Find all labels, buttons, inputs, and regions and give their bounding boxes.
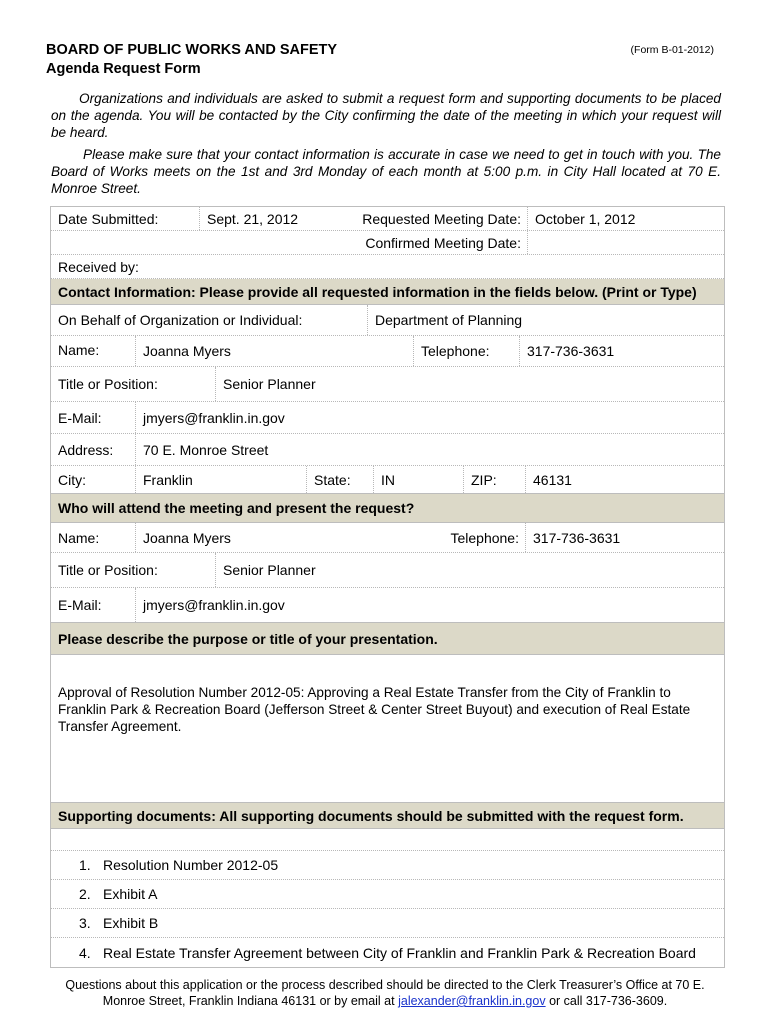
row-attendee-email bbox=[51, 588, 724, 623]
form-header bbox=[46, 42, 722, 77]
contact-email-field[interactable]: jmyers@franklin.in.gov bbox=[135, 402, 724, 433]
behalf-field[interactable]: Department of Planning bbox=[367, 305, 724, 335]
purpose-section-heading: Please describe the purpose or title of your presentation. bbox=[51, 623, 724, 655]
row-city-state-zip bbox=[51, 466, 724, 494]
state-label: State: bbox=[306, 466, 373, 493]
attendee-title-label: Title or Position: bbox=[58, 562, 158, 578]
supporting-docs-list bbox=[51, 851, 724, 967]
confirmed-date-field[interactable] bbox=[527, 231, 724, 254]
footer-line-1: Questions about this application or the process described should be directed to the Clerk Treasurer’s Office at 70 E. bbox=[65, 978, 705, 992]
attendee-section-heading: Who will attend the meeting and present the request? bbox=[51, 494, 724, 523]
row-received bbox=[51, 255, 724, 279]
footer-line-2 bbox=[40, 993, 730, 1009]
row-attendee-name bbox=[51, 523, 724, 553]
city-field[interactable]: Franklin bbox=[135, 466, 306, 493]
attendee-telephone-field[interactable]: 317-736-3631 bbox=[525, 523, 724, 552]
doc-number: 3. bbox=[79, 915, 91, 931]
confirmed-date-label: Confirmed Meeting Date: bbox=[365, 234, 521, 251]
contact-email-label: E-Mail: bbox=[58, 409, 102, 426]
doc-item-1[interactable] bbox=[51, 851, 724, 880]
intro-paragraph-2: Please make sure that your contact information is accurate in case we need to get in touch with you. The Board of Works meets on the 1st and 3rd Monday of each month at 5:00 p.m. in City Hall located at 70 E. Monroe Street. bbox=[51, 147, 721, 196]
doc-number: 4. bbox=[79, 944, 91, 961]
doc-text: Resolution Number 2012-05 bbox=[103, 857, 279, 873]
footer-line-2-post: or call 317-736-3609. bbox=[545, 994, 668, 1008]
attendee-title-field[interactable]: Senior Planner bbox=[215, 553, 724, 587]
row-dates bbox=[51, 207, 724, 231]
intro-paragraph-1: Organizations and individuals are asked to submit a request form and supporting documents to be placed on the agenda. You will be contacted by the City confirming the date of the meeting in which your request will be heard. bbox=[51, 91, 721, 140]
requested-date-field[interactable]: October 1, 2012 bbox=[527, 207, 724, 230]
purpose-field[interactable] bbox=[51, 655, 724, 803]
doc-item-3[interactable] bbox=[51, 909, 724, 938]
contact-section-heading: Contact Information: Please provide all requested information in the fields below. (Print or Type) bbox=[51, 279, 724, 305]
doc-number: 2. bbox=[79, 886, 91, 902]
clerk-email-link[interactable]: jalexander@franklin.in.gov bbox=[398, 994, 546, 1008]
attendee-email-label: E-Mail: bbox=[58, 597, 102, 613]
doc-text: Real Estate Transfer Agreement between City of Franklin and Franklin Park & Recreation Board bbox=[103, 944, 696, 961]
contact-name-field[interactable]: Joanna Myers bbox=[135, 336, 413, 366]
doc-number: 1. bbox=[79, 857, 91, 873]
row-contact-email bbox=[51, 402, 724, 434]
doc-item-4[interactable] bbox=[51, 938, 724, 967]
row-behalf bbox=[51, 305, 724, 336]
row-attendee-title bbox=[51, 553, 724, 588]
contact-telephone-field[interactable]: 317-736-3631 bbox=[519, 336, 724, 366]
supporting-spacer-row bbox=[51, 829, 724, 851]
received-by-label: Received by: bbox=[58, 258, 139, 275]
attendee-telephone-label: Telephone: bbox=[450, 529, 519, 546]
doc-item-2[interactable] bbox=[51, 880, 724, 909]
contact-title-field[interactable]: Senior Planner bbox=[215, 367, 724, 401]
row-confirmed bbox=[51, 231, 724, 255]
address-field[interactable]: 70 E. Monroe Street bbox=[135, 434, 724, 465]
doc-text: Exhibit A bbox=[103, 886, 158, 902]
state-field[interactable]: IN bbox=[373, 466, 463, 493]
row-contact-title bbox=[51, 367, 724, 402]
behalf-label: On Behalf of Organization or Individual: bbox=[58, 312, 303, 328]
board-title: BOARD OF PUBLIC WORKS AND SAFETY bbox=[46, 42, 338, 58]
requested-date-label: Requested Meeting Date: bbox=[362, 210, 521, 227]
zip-field[interactable]: 46131 bbox=[525, 466, 724, 493]
contact-title-label: Title or Position: bbox=[58, 376, 158, 392]
attendee-name-field[interactable]: Joanna Myers bbox=[135, 523, 425, 552]
form-title: Agenda Request Form bbox=[46, 61, 201, 77]
date-submitted-label: Date Submitted: bbox=[58, 210, 159, 227]
form-number: (Form B-01-2012) bbox=[630, 44, 714, 56]
date-submitted-field[interactable]: Sept. 21, 2012 bbox=[199, 207, 351, 230]
contact-name-label: Name: bbox=[58, 342, 100, 358]
footer-line-2-pre: Monroe Street, Franklin Indiana 46131 or by email at bbox=[102, 994, 399, 1008]
purpose-text: Approval of Resolution Number 2012-05: Approving a Real Estate Transfer from the City of Franklin to Franklin Park & Recreation Board (Jefferson Street & Center Street Buyout) and execution of Real Estate Transfer Agreement. bbox=[58, 685, 691, 734]
supporting-section-heading: Supporting documents: All supporting documents should be submitted with the request form. bbox=[51, 803, 724, 829]
docs-list bbox=[51, 851, 724, 967]
contact-telephone-label: Telephone: bbox=[413, 336, 519, 366]
row-contact-name bbox=[51, 336, 724, 367]
attendee-name-label: Name: bbox=[58, 529, 100, 546]
doc-text: Exhibit B bbox=[103, 915, 159, 931]
city-label: City: bbox=[58, 471, 86, 488]
request-form-table bbox=[50, 206, 725, 968]
row-address bbox=[51, 434, 724, 466]
attendee-email-field[interactable]: jmyers@franklin.in.gov bbox=[135, 588, 724, 622]
footer-note bbox=[40, 977, 730, 1009]
address-label: Address: bbox=[58, 441, 114, 458]
received-by-field[interactable] bbox=[251, 255, 724, 278]
zip-label: ZIP: bbox=[463, 466, 525, 493]
